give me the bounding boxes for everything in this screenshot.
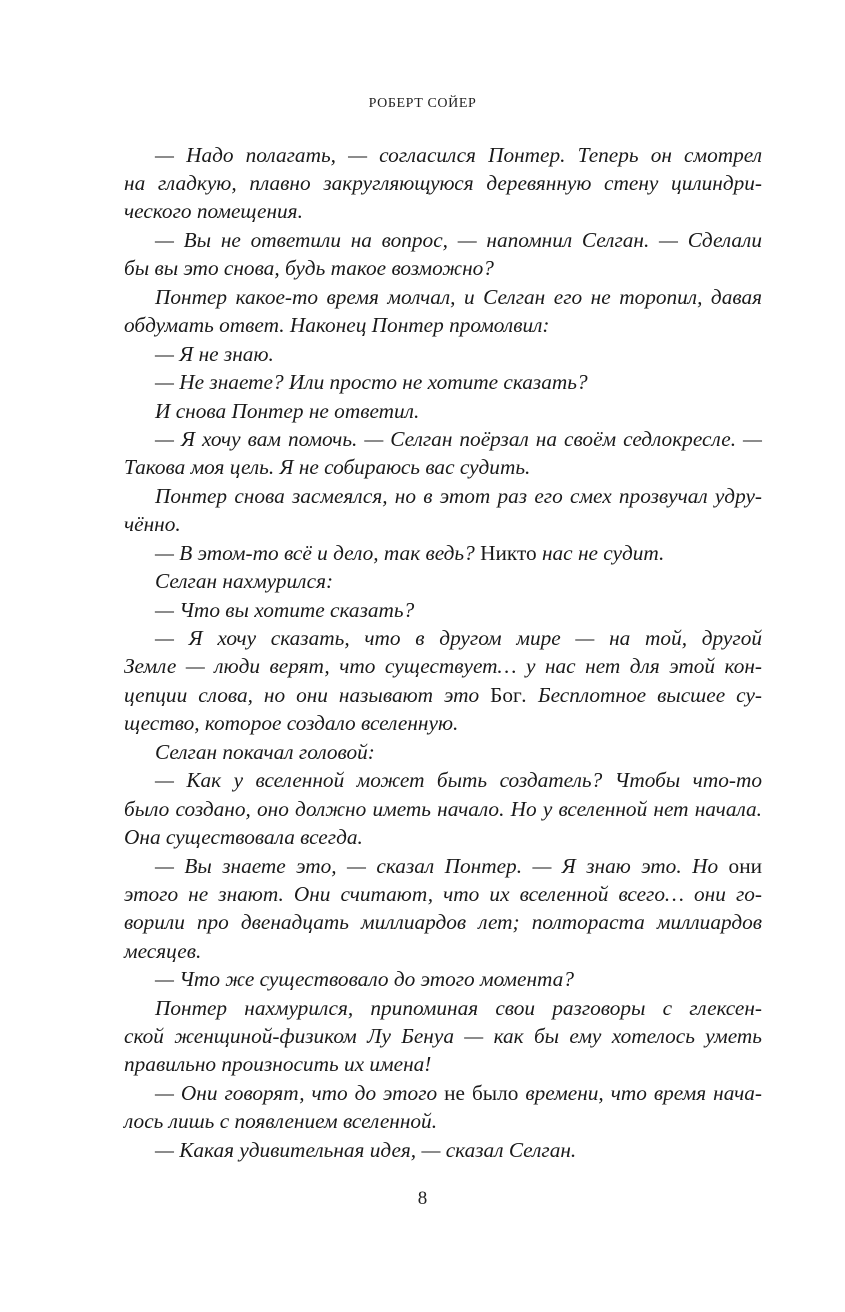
text-segment: — Я не знаю. [155,342,274,366]
text-segment: — Как у вселенной может быть создатель? Чтобы что-то [155,768,762,792]
text-segment: — Какая удивительная идея, — сказал Селган. [155,1138,577,1162]
text-segment: Понтер какое-то время молчал, и Селган его не торопил, давая [155,285,762,309]
text-segment: — Не знаете? Или просто не хотите сказать? [155,370,588,394]
text-segment: . Бесплотное высшее су- [521,683,762,707]
text-line [155,425,762,453]
text-segment: — Вы знаете это, — сказал Понтер. — Я знаю это. Но [155,854,729,878]
text-segment: Такова моя цель. Я не собираюсь вас судить. [124,455,531,479]
page-number: 8 [417,1188,428,1209]
text-line [155,965,762,993]
text-segment: было создано, оно должно иметь начало. Но у вселенной нет начала. [124,797,762,821]
text-segment: ворили про двенадцать миллиардов лет; полтораста миллиардов [124,910,762,934]
text-segment: — Я хочу сказать, что в другом мире — на той, другой [155,626,762,650]
text-line [124,681,762,709]
text-segment: — Я хочу вам помочь. — Селган поёрзал на своём седлокресле. — [155,427,762,451]
text-line [155,766,762,794]
text-segment: — Что вы хотите сказать? [155,598,415,622]
text-line [124,795,762,823]
text-segment: щество, которое создало вселенную. [124,711,459,735]
text-segment: И снова Понтер не ответил. [155,399,420,423]
text-line [155,340,762,368]
text-segment: Понтер снова засмеялся, но в этот раз его смех прозвучал удру- [155,484,762,508]
text-line [155,539,762,567]
author-first-name: РОБЕРТ [368,96,424,111]
text-line [155,994,762,1022]
text-segment: месяцев. [124,939,202,963]
text-line [155,141,762,169]
text-line [124,453,762,481]
text-line [124,1022,762,1050]
emphasis-word: не было [444,1081,519,1105]
text-line [155,1136,762,1164]
running-head [0,96,845,112]
text-line [155,596,762,624]
text-segment: — Они говорят, что до этого [155,1081,445,1105]
text-segment: времени, что время нача- [518,1081,762,1105]
text-line [124,1107,762,1135]
text-segment: на гладкую, плавно закругляющуюся деревянную стену цилиндри- [124,171,762,195]
text-line [155,226,762,254]
text-segment: — Надо полагать, — согласился Понтер. Теперь он смотрел [155,143,762,167]
emphasis-word: они [728,854,762,878]
text-segment: обдумать ответ. Наконец Понтер промолвил: [124,313,550,337]
text-line [155,1079,762,1107]
text-line [124,908,762,936]
text-segment: нас не судит. [536,541,665,565]
text-line [155,368,762,396]
text-line [155,738,762,766]
text-line [124,169,762,197]
text-line [155,397,762,425]
text-line [155,852,762,880]
text-segment: Селган нахмурился: [155,569,334,593]
text-segment: Земле — люди верят, что существует… у нас нет для этой кон- [124,654,762,678]
text-segment: лось лишь с появлением вселенной. [124,1109,438,1133]
text-line [155,624,762,652]
emphasis-word: Бог [490,683,522,707]
text-segment: Она существовала всегда. [124,825,363,849]
text-line [124,510,762,538]
text-line [124,254,762,282]
text-segment: — В этом-то всё и дело, так ведь? [155,541,481,565]
text-segment: ческого помещения. [124,199,303,223]
text-line [124,311,762,339]
text-line [155,482,762,510]
text-segment: — Вы не ответили на вопрос, — напомнил Селган. — Сделали [155,228,762,252]
text-segment: бы вы это снова, будь такое возможно? [124,256,494,280]
text-segment: чённо. [124,512,181,536]
text-segment: Понтер нахмурился, припоминая свои разговоры с глексен- [155,996,762,1020]
text-segment: — Что же существовало до этого момента? [155,967,574,991]
text-segment: Селган покачал головой: [155,740,375,764]
text-line [124,1050,762,1078]
text-line [124,652,762,680]
text-line [124,937,762,965]
text-segment: ской женщиной-физиком Лу Бенуа — как бы ему хотелось уметь [124,1024,762,1048]
text-line [124,880,762,908]
text-line [124,709,762,737]
text-line [124,197,762,225]
text-line [155,283,762,311]
text-segment: этого не знают. Они считают, что их вселенной всего… они го- [124,882,762,906]
emphasis-word: Никто [480,541,537,565]
text-segment: правильно произносить их имена! [124,1052,432,1076]
text-segment: цепции слова, но они называют это [124,683,491,707]
author-last-name: СОЙЕР [427,96,477,111]
text-line [155,567,762,595]
text-line [124,823,762,851]
